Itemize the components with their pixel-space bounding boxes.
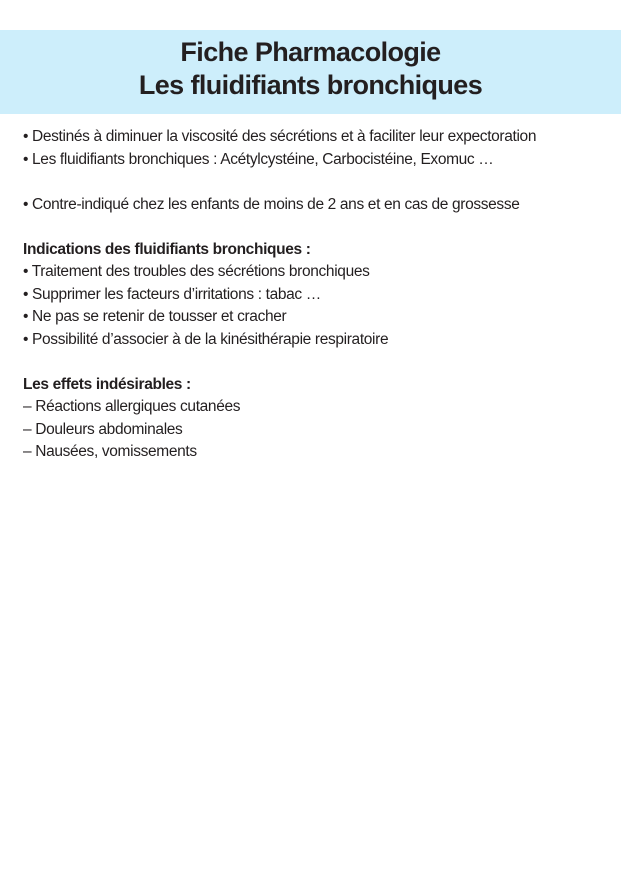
page-title-line-2: Les fluidifiants bronchiques	[138, 70, 483, 100]
contraindication-item: • Contre-indiqué chez les enfants de moins de 2 ans et en cas de grossesse	[23, 195, 520, 213]
side-effects-heading: Les effets indésirables :	[23, 375, 191, 393]
blank-line	[23, 351, 613, 374]
intro-item-drugs: • Les fluidifiants bronchiques : Acétylcystéine, Carbocistéine, Exomuc …	[23, 150, 494, 168]
side-effect-item: – Douleurs abdominales	[23, 420, 183, 438]
side-effect-item: – Réactions allergiques cutanées	[23, 398, 241, 415]
side-effect-item: – Nausées, vomissements	[23, 443, 197, 460]
page-title-line-1: Fiche Pharmacologie	[180, 37, 441, 67]
blank-line	[23, 171, 613, 194]
blank-line	[23, 216, 613, 239]
document-body	[23, 126, 613, 464]
indication-item: • Ne pas se retenir de tousser et cracher	[23, 308, 287, 325]
title-banner	[0, 30, 621, 114]
intro-item-purpose: • Destinés à diminuer la viscosité des sécrétions et à faciliter leur expectoration	[23, 128, 537, 145]
indications-heading: Indications des fluidifiants bronchiques :	[23, 240, 311, 258]
indication-item: • Possibilité d’associer à de la kinésithérapie respiratoire	[23, 330, 389, 348]
indication-item: • Traitement des troubles des sécrétions bronchiques	[23, 263, 370, 280]
indication-item: • Supprimer les facteurs d’irritations : tabac …	[23, 285, 321, 303]
